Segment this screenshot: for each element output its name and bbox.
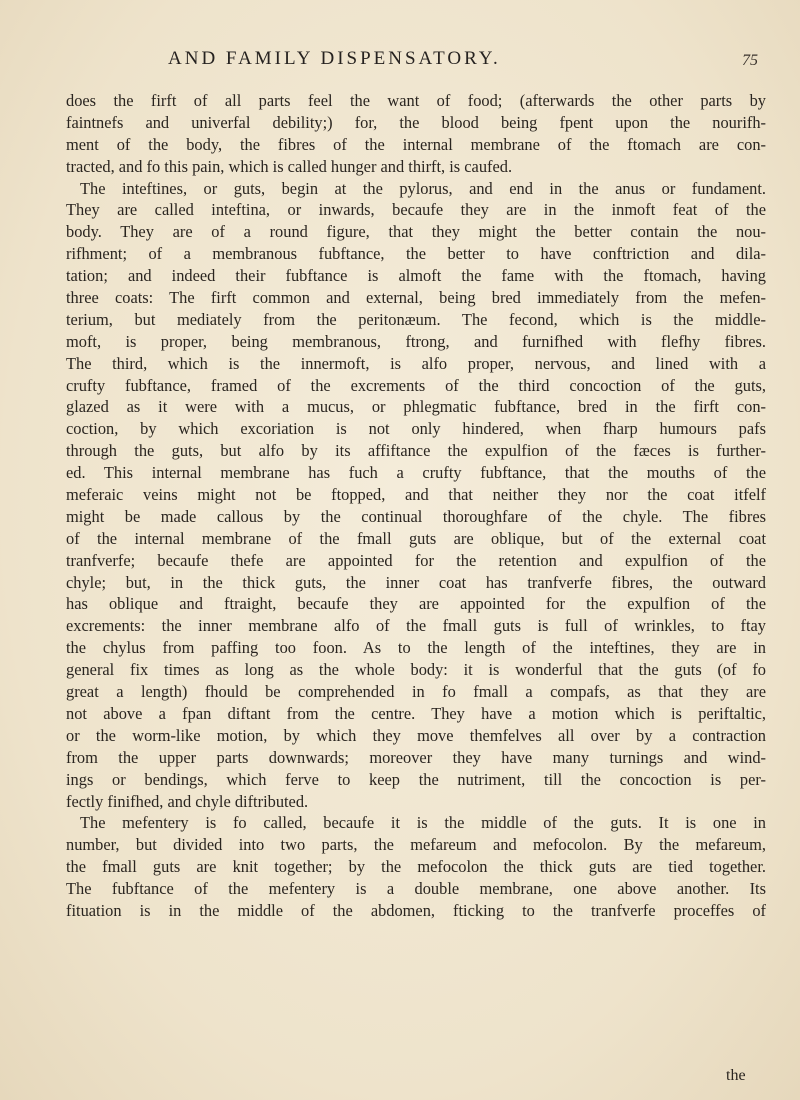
text-line: ment of the body, the fibres of the internal membrane of the ftomach are con- <box>66 134 766 154</box>
text-line: through the guts, but alfo by its affiftance the expulfion of the fæces is further- <box>66 441 766 461</box>
text-line: excrements: the inner membrane alfo of the fmall guts is full of wrinkles, to ftay <box>66 616 766 636</box>
text-line: general fix times as long as the whole body: it is wonderful that the guts (of fo <box>66 660 766 680</box>
text-line: ings or bendings, which ferve to keep the nutriment, till the concoction is per- <box>66 769 766 789</box>
text-line: The inteftines, or guts, begin at the pylorus, and end in the anus or fundament. <box>80 178 766 198</box>
text-line: faintnefs and univerfal debility;) for, the blood being fpent upon the nourifh- <box>66 112 766 132</box>
text-line: might be made callous by the continual thoroughfare of the chyle. The fibres <box>66 506 766 526</box>
text-line: tracted, and fo this pain, which is called hunger and thirft, is caufed. <box>66 156 513 176</box>
catchword: the <box>726 1067 746 1084</box>
body-text <box>66 90 766 922</box>
text-line: great a length) fhould be comprehended in fo fmall a compafs, as that they are <box>66 682 766 702</box>
text-line: body. They are of a round figure, that they might the better contain the nou- <box>66 222 766 242</box>
text-line: ed. This internal membrane has fuch a crufty fubftance, that the mouths of the <box>66 463 766 483</box>
text-line: from the upper parts downwards; moreover they have many turnings and wind- <box>66 747 766 767</box>
text-line: has oblique and ftraight, becaufe they are appointed for the expulfion of the <box>66 594 766 614</box>
text-line: number, but divided into two parts, the mefareum and mefocolon. By the mefareum, <box>66 835 766 855</box>
text-line: moft, is proper, being membranous, ftrong, and furnifhed with flefhy fibres. <box>66 331 766 351</box>
text-line: tranfverfe; becaufe thefe are appointed for the retention and expulfion of the <box>66 550 766 570</box>
text-line: not above a fpan diftant from the centre. They have a motion which is periftaltic, <box>66 703 766 723</box>
text-line: or the worm-like motion, by which they move themfelves all over by a contraction <box>66 725 766 745</box>
text-line: the fmall guts are knit together; by the mefocolon the thick guts are tied together. <box>66 857 766 877</box>
text-line: meferaic veins might not be ftopped, and that neither they nor the coat itfelf <box>66 485 766 505</box>
text-line: rifhment; of a membranous fubftance, the better to have conftriction and dila- <box>66 244 766 264</box>
text-line: coction, by which excoriation is not only hindered, when fharp humours pafs <box>66 419 766 439</box>
text-line: tation; and indeed their fubftance is almoft the fame with the ftomach, having <box>66 266 766 286</box>
text-line: terium, but mediately from the peritonæum. The fecond, which is the middle- <box>66 309 766 329</box>
page-number: 75 <box>742 52 758 69</box>
text-line: The fubftance of the mefentery is a double membrane, one above another. Its <box>66 879 766 899</box>
text-line: of the internal membrane of the fmall guts are oblique, but of the external coat <box>66 528 766 548</box>
running-title: AND FAMILY DISPENSATORY. <box>168 48 501 69</box>
text-line: The mefentery is fo called, becaufe it is the middle of the guts. It is one in <box>80 813 766 833</box>
text-line: does the firft of all parts feel the want of food; (afterwards the other parts by <box>66 91 766 110</box>
text-line: They are called inteftina, or inwards, becaufe they are in the inmoft feat of the <box>66 200 766 220</box>
text-line: the chylus from paffing too foon. As to the length of the inteftines, they are in <box>66 638 766 658</box>
text-line: The third, which is the innermoft, is alfo proper, nervous, and lined with a <box>66 353 766 373</box>
text-line: crufty fubftance, framed of the excrements of the third concoction of the guts, <box>66 375 766 395</box>
text-line: chyle; but, in the thick guts, the inner coat has tranfverfe fibres, the outward <box>66 572 766 592</box>
text-line: three coats: The firft common and external, being bred immediately from the mefen- <box>66 288 766 308</box>
text-line: fituation is in the middle of the abdomen, fticking to the tranfverfe proceffes of <box>66 900 766 920</box>
text-line: glazed as it were with a mucus, or phlegmatic fubftance, bred in the firft con- <box>66 397 766 417</box>
text-line: fectly finifhed, and chyle diftributed. <box>66 791 309 811</box>
